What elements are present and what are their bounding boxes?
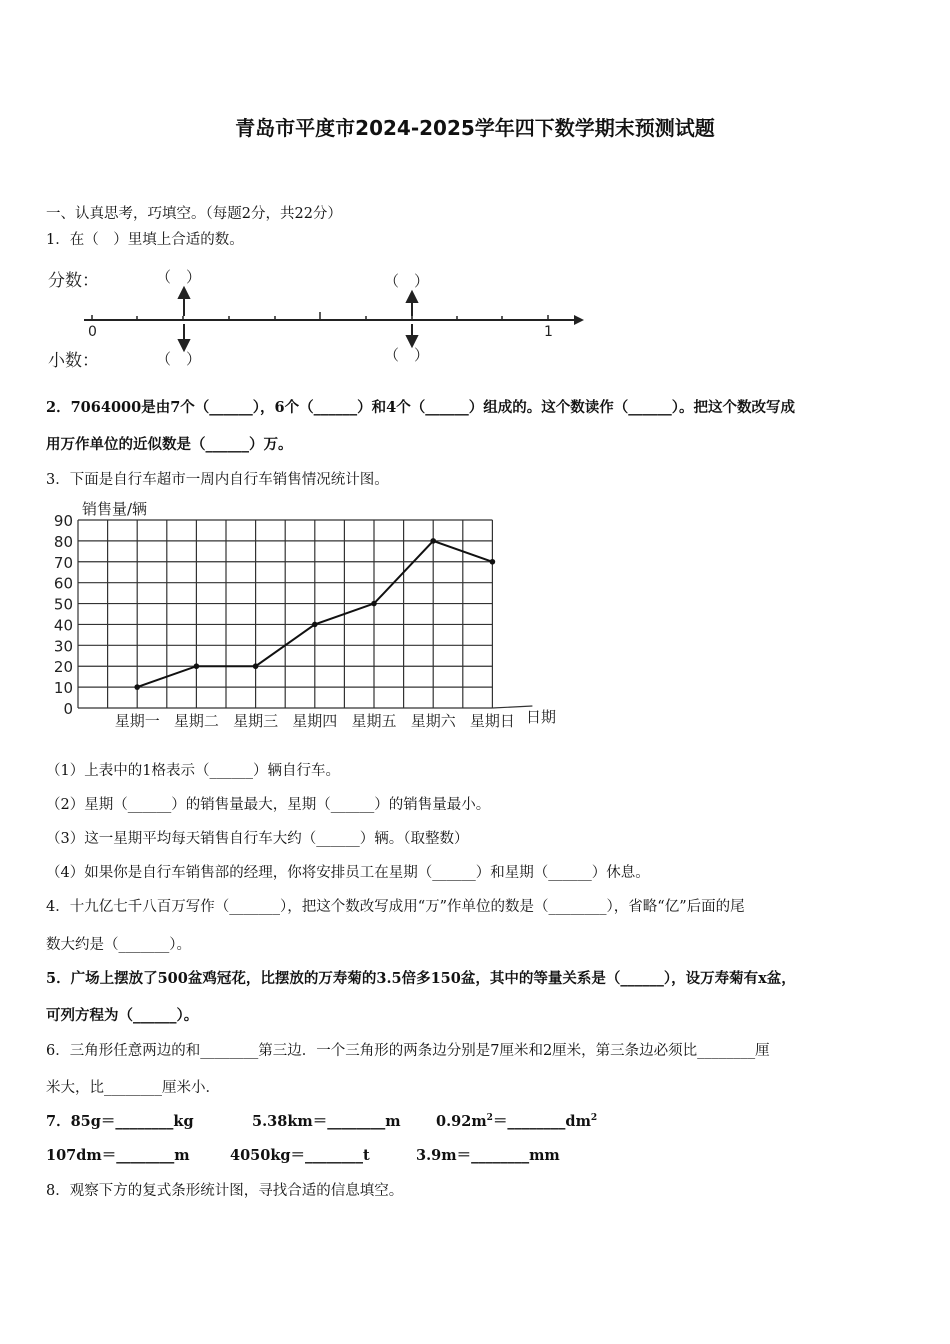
question-1: 1．在（ ）里填上合适的数。 [46, 232, 244, 248]
question-3-sub3: （3）这一星期平均每天销售自行车大约（______）辆。（取整数） [46, 831, 469, 847]
chart-xlabel: 日期 [526, 708, 557, 726]
data-point [253, 663, 259, 669]
y-tick-label: 50 [53, 595, 73, 614]
x-tick-label: 星期五 [351, 712, 397, 730]
question-8: 8．观察下方的复式条形统计图，寻找合适的信息填空。 [46, 1183, 404, 1199]
x-tick-label: 星期二 [173, 712, 219, 730]
y-tick-label: 30 [53, 637, 73, 656]
y-tick-label: 10 [53, 679, 73, 698]
fraction-label: 分数： [48, 271, 99, 291]
question-7-item-e: 4050kg＝________t [230, 1147, 370, 1164]
y-tick-label: 80 [53, 532, 73, 551]
arrow-down-left [179, 324, 189, 350]
paren-fraction-right: （ ） [384, 272, 430, 290]
x-tick-label: 星期六 [410, 712, 456, 730]
data-point [430, 538, 436, 544]
sales-line-chart [46, 494, 566, 734]
question-7-item-a: 7．85g＝________kg [46, 1113, 194, 1130]
question-4-line1: 4．十九亿七千八百万写作（_______），把这个数改写成用“万”作单位的数是（________），省略“亿”后面的尾 [46, 899, 745, 915]
arrow-up-left [179, 288, 189, 316]
y-tick-label: 90 [53, 512, 73, 530]
tick-one: 1 [544, 324, 553, 340]
question-2-line2: 用万作单位的近似数是（______）万。 [46, 436, 293, 453]
data-point [194, 663, 200, 669]
question-5-line2: 可列方程为（______）。 [46, 1007, 199, 1024]
question-7-item-d: 107dm＝________m [46, 1147, 190, 1164]
arrow-up-right [407, 292, 417, 316]
section-heading: 一、认真思考，巧填空。（每题2分，共22分） [46, 206, 342, 222]
x-tick-label: 星期一 [114, 712, 160, 730]
data-point [312, 622, 318, 628]
x-tick-label: 星期四 [292, 712, 338, 730]
question-4-line2: 数大约是（_______）。 [46, 937, 191, 953]
y-tick-label: 60 [53, 574, 73, 593]
question-3-sub2: （2）星期（______）的销售量最大，星期（______）的销售量最小。 [46, 797, 491, 813]
decimal-label: 小数： [48, 351, 99, 371]
question-7-item-c: $0.92m^2=\_\_\_\_\_\_\_\_dm^2$ [436, 1113, 598, 1130]
page-title: 青岛市平度市2024-2025学年四下数学期末预测试题 [235, 116, 715, 140]
question-7-item-b: 5.38km＝________m [252, 1113, 401, 1130]
data-point [490, 559, 496, 565]
tick-zero: 0 [88, 324, 97, 340]
paren-decimal-right: （ ） [384, 346, 430, 364]
x-tick-label: 星期日 [469, 712, 515, 730]
arrow-head [574, 315, 584, 325]
number-line-figure [44, 258, 604, 378]
question-3-sub4: （4）如果你是自行车销售部的经理，你将安排员工在星期（______）和星期（______）休息。 [46, 865, 650, 881]
question-7-item-f: 3.9m＝________mm [416, 1147, 560, 1164]
question-3: 3．下面是自行车超市一周内自行车销售情况统计图。 [46, 472, 389, 488]
data-point [134, 684, 140, 690]
paren-decimal-left: （ ） [156, 350, 202, 368]
ticks [92, 312, 548, 320]
y-tick-label: 0 [63, 700, 73, 718]
question-6-line1: 6．三角形任意两边的和________第三边．一个三角形的两条边分别是7厘米和2厘米，第三条边必须比________厘 [46, 1043, 770, 1059]
x-tick-label: 星期三 [233, 712, 279, 730]
question-2-line1: 2．7064000是由7个（______），6个（______）和4个（______）组成的。这个数读作（______）。把这个数改写成 [46, 399, 795, 416]
question-6-line2: 米大，比________厘米小． [46, 1080, 220, 1096]
chart-ylabel: 销售量/辆 [82, 500, 148, 518]
y-tick-label: 40 [53, 616, 73, 635]
y-tick-label: 20 [53, 658, 73, 677]
question-3-sub1: （1）上表中的1格表示（______）辆自行车。 [46, 763, 340, 779]
question-5-line1: 5．广场上摆放了500盆鸡冠花，比摆放的万寿菊的3.5倍多150盆，其中的等量关系是（______），设万寿菊有x盆， [46, 970, 796, 987]
arrow-down-right [407, 324, 417, 346]
y-tick-label: 70 [53, 553, 73, 572]
paren-fraction-left: （ ） [156, 268, 202, 286]
data-point [371, 601, 377, 607]
